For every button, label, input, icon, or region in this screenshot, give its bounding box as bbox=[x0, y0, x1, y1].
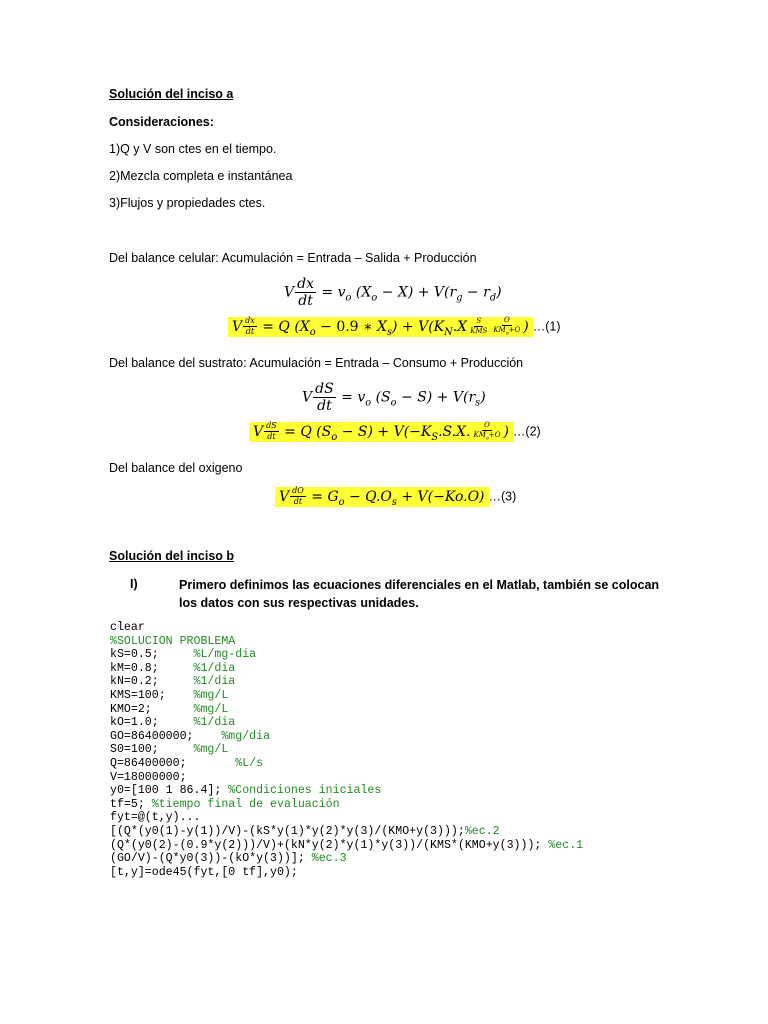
consideration-item-1: 1)Q y V son ctes en el tiempo. bbox=[109, 142, 277, 156]
code-text: clear bbox=[110, 621, 145, 634]
code-text: (Q*(y0(2)-(0.9*y(2)))/V)+(kN*y(2)*y(1)*y(3))/(KMS*(KMO+y(3))); bbox=[110, 838, 549, 852]
code-line bbox=[110, 811, 583, 825]
code-text: KMS=100; bbox=[110, 688, 194, 702]
code-text: KMO=2; bbox=[110, 702, 194, 716]
code-comment: %mg/L bbox=[193, 688, 229, 702]
code-line bbox=[110, 825, 583, 839]
code-text: S0=100; bbox=[110, 743, 194, 757]
code-line bbox=[110, 730, 583, 744]
matlab-code-block bbox=[110, 621, 583, 879]
code-text: kS=0.5; bbox=[110, 648, 194, 662]
consideration-item-2: 2)Mezcla completa e instantánea bbox=[109, 169, 293, 183]
substrate-balance-text: Del balance del sustrato: Acumulación = Entrada – Consumo + Producción bbox=[109, 356, 524, 370]
code-comment: %mg/L bbox=[193, 702, 229, 716]
code-comment: %ec.1 bbox=[548, 838, 584, 852]
step-number: I) bbox=[130, 577, 138, 591]
code-comment: %Condiciones iniciales bbox=[228, 784, 382, 798]
code-text: Q=86400000; bbox=[110, 756, 236, 770]
code-comment: %ec.2 bbox=[464, 824, 500, 838]
code-line bbox=[110, 798, 583, 812]
code-text: tf=5; bbox=[110, 797, 152, 811]
code-line bbox=[110, 635, 583, 649]
equation-2: V $\frac{dS}{dt}$ = Q $(S_o - S) + V(-K_S.S.X$. $\frac{O}{KM_o+O}$ ) …(2) bbox=[249, 422, 541, 442]
code-comment: %SOLUCION PROBLEMA bbox=[110, 634, 236, 648]
code-comment: %ec.3 bbox=[311, 852, 347, 866]
code-comment: %mg/dia bbox=[221, 729, 271, 743]
code-line bbox=[110, 852, 583, 866]
equation-1: V $\frac{dx}{dt}$ = Q ($X_o - 0.9$ ∗ $X_s) + V(K_N.X$ $\frac{S}{\text{KMS}}$ $\frac{O}{KM_o+O}$ ) …(1) bbox=[228, 317, 561, 337]
code-line bbox=[110, 716, 583, 730]
code-comment: %1/dia bbox=[193, 675, 236, 689]
equation-1-tag: …(1) bbox=[532, 319, 561, 334]
consideration-item-3: 3)Flujos y propiedades ctes. bbox=[109, 196, 266, 210]
code-line bbox=[110, 662, 583, 676]
code-text: kN=0.2; bbox=[110, 675, 194, 689]
cell-balance-text: Del balance celular: Acumulación = Entrada – Salida + Producción bbox=[109, 251, 477, 265]
code-comment: %L/mg-dia bbox=[193, 648, 257, 662]
oxygen-balance-text: Del balance del oxigeno bbox=[109, 461, 243, 475]
code-line bbox=[110, 621, 583, 635]
code-text: V=18000000; bbox=[110, 770, 187, 784]
code-line bbox=[110, 757, 583, 771]
step-text: Primero definimos las ecuaciones diferenciales en el Matlab, también se colocan los datos con sus respectivas unidades. bbox=[179, 578, 660, 610]
code-text: y0=[100 1 86.4]; bbox=[110, 784, 229, 798]
code-line bbox=[110, 648, 583, 662]
code-text: GO=86400000; bbox=[110, 729, 222, 743]
equation-substrate-general: V $\frac{dS}{dt}$ = $v_o$ $(S_o - S) + V(r_s)$ bbox=[302, 381, 486, 414]
code-comment: %1/dia bbox=[193, 661, 236, 675]
code-text: kO=1.0; bbox=[110, 716, 194, 730]
code-line bbox=[110, 743, 583, 757]
code-line bbox=[110, 784, 583, 798]
code-line bbox=[110, 689, 583, 703]
code-line bbox=[110, 675, 583, 689]
code-line bbox=[110, 703, 583, 717]
code-comment: %L/s bbox=[235, 756, 264, 770]
code-comment: %1/dia bbox=[193, 716, 236, 730]
equation-cell-general: V $\frac{dx}{dt}$ = $v_o$ $(X_o - X) + V(r_g - r_d)$ bbox=[284, 276, 502, 309]
section-a-title: Solución del inciso a bbox=[109, 87, 234, 101]
code-line bbox=[110, 839, 583, 853]
code-text: [(Q*(y0(1)-y(1))/V)-(kS*y(1)*y(2)*y(3)/(KMO+y(3))); bbox=[110, 824, 465, 838]
code-line bbox=[110, 866, 583, 880]
equation-3: V $\frac{dO}{dt}$ = $G_o - Q.O_s + V(-Ko.O)$ …(3) bbox=[275, 487, 516, 507]
equation-2-tag: …(2) bbox=[512, 424, 541, 439]
code-text: [t,y]=ode45(fyt,[0 tf],y0); bbox=[110, 865, 298, 879]
code-line bbox=[110, 771, 583, 785]
code-text: kM=0.8; bbox=[110, 661, 194, 675]
section-b-title: Solución del inciso b bbox=[109, 549, 235, 563]
code-comment: %mg/L bbox=[193, 743, 229, 757]
code-text: fyt=@(t,y)... bbox=[110, 811, 201, 825]
equation-3-tag: …(3) bbox=[488, 489, 517, 504]
considerations-heading: Consideraciones: bbox=[109, 115, 214, 129]
code-comment: %tiempo final de evaluación bbox=[151, 797, 340, 811]
code-text: (GO/V)-(Q*y0(3))-(kO*y(3))]; bbox=[110, 852, 312, 866]
